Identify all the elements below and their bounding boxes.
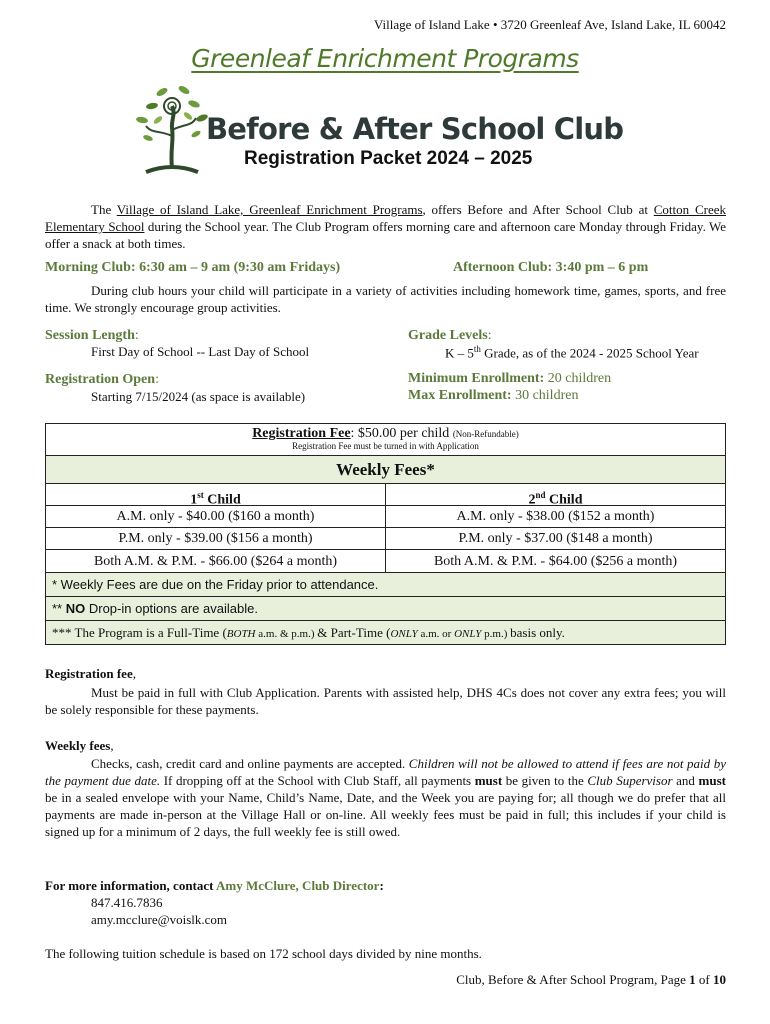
weekly-fees-body: Checks, cash, credit card and online payments are accepted. Children will not be allowed to attend if fees are not paid by the payment due date. If dropping off at the School with Club Staff, all payments must be given to the Club Supervisor and must be in a sealed envelope with your Name, Child’s Name, Date, and the Week you are paying for; all though we do prefer that all payments are made in-person at the Village Hall or on-line. All weekly fees must be paid in full; this includes if your child is signed up for a minimum of 2 days, the full weekly fee is still owed. <box>45 756 726 839</box>
weekly-fees-title: Weekly Fees* <box>46 455 725 483</box>
header-address: Village of Island Lake • 3720 Greenleaf Ave, Island Lake, IL 60042 <box>373 17 726 32</box>
intro-org-name: Village of Island Lake, Greenleaf Enrichment Programs <box>116 202 423 217</box>
fee-note-program-basis: *** The Program is a Full-Time (BOTH a.m. & p.m.) & Part-Time (ONLY a.m. or ONLY p.m.) basis only. <box>46 620 725 644</box>
tree-logo-icon <box>132 80 214 174</box>
both-first-child: Both A.M. & P.M. - $66.00 ($264 a month) <box>93 554 338 569</box>
grade-levels-colon: : <box>487 328 492 343</box>
org-title: Greenleaf Enrichment Programs <box>191 44 579 73</box>
session-length <box>45 327 139 344</box>
page-footer: Club, Before & After School Program, Page 1 of 10 <box>456 972 726 987</box>
am-only-first-child: A.M. only - $40.00 ($160 a month) <box>116 509 315 524</box>
registration-fee-heading: Registration fee, <box>45 666 136 681</box>
intro-paragraph <box>45 201 726 252</box>
minimum-enrollment <box>408 371 611 387</box>
max-enrollment-label: Max Enrollment: <box>408 388 512 403</box>
registration-fee-value: : $50.00 per child <box>350 426 453 441</box>
afternoon-club-hours: Afternoon Club: 3:40 pm – 6 pm <box>453 260 649 275</box>
first-child-header: 1st Child <box>190 490 241 508</box>
am-only-second-child: A.M. only - $38.00 ($152 a month) <box>385 506 725 527</box>
table-row <box>46 505 725 527</box>
contact-phone: 847.416.7836 <box>91 895 163 910</box>
registration-open <box>45 371 159 388</box>
minimum-enrollment-label: Minimum Enrollment: <box>408 371 545 386</box>
pm-only-first-child: P.M. only - $39.00 ($156 a month) <box>118 531 313 546</box>
registration-fee-body: Must be paid in full with Club Application. Parents with assisted help, DHS 4Cs does not cover any extra fees; you will be solely responsible for these payments. <box>45 685 726 717</box>
session-length-label: Session Length <box>45 328 135 343</box>
grade-year: Grade, as of the 2024 - 2025 School Year <box>480 345 699 361</box>
club-title: Before & After School Club <box>206 112 624 146</box>
morning-club-hours: Morning Club: 6:30 am – 9 am (9:30 am Fridays) <box>45 260 341 275</box>
contact-email: amy.mcclure@voislk.com <box>91 912 228 927</box>
intro-text: during the School year. The Club Program offers morning care and afternoon care Monday through Friday. We offer a snack at both times. <box>45 219 726 251</box>
grade-levels-label: Grade Levels <box>408 328 488 343</box>
weekly-fees-heading: Weekly fees, <box>45 738 114 753</box>
max-enrollment <box>408 388 578 404</box>
intro-text: The <box>91 202 117 217</box>
registration-open-label: Registration Open <box>45 372 156 387</box>
child-column-headers <box>46 483 725 508</box>
grade-levels-value <box>445 344 699 361</box>
registration-fee-note: (Non-Refundable) <box>452 429 519 439</box>
minimum-enrollment-value: 20 children <box>547 371 612 386</box>
grade-range: K – 5 <box>445 345 474 361</box>
session-length-value: First Day of School -- Last Day of School <box>91 344 310 359</box>
registration-fee-subnote: Registration Fee must be turned in with Application <box>292 441 479 451</box>
tuition-schedule-note: The following tuition schedule is based on 172 school days divided by nine months. <box>45 946 482 961</box>
fee-table <box>45 423 726 645</box>
table-row <box>46 527 725 549</box>
second-child-header: 2nd Child <box>385 484 725 505</box>
club-hours-description: During club hours your child will participate in a variety of activities including homework time, games, sports, and free time. We strongly encourage group activities. <box>45 283 726 315</box>
intro-text: , offers Before and After School Club at <box>422 202 654 217</box>
fee-note-drop-in: ** NO Drop-in options are available. <box>46 596 725 620</box>
registration-open-colon: : <box>155 372 159 387</box>
registration-open-value: Starting 7/15/2024 (as space is available) <box>91 389 306 404</box>
registration-fee-label: Registration Fee <box>252 426 351 441</box>
grade-superscript: th <box>473 344 481 354</box>
contact-heading: For more information, contact Amy McClure, Club Director: <box>45 878 384 893</box>
intro-school-name: Cotton Creek Elementary School <box>45 202 726 234</box>
pm-only-second-child: P.M. only - $37.00 ($148 a month) <box>385 528 725 549</box>
registration-fee-row <box>46 424 725 455</box>
max-enrollment-value: 30 children <box>515 388 579 403</box>
table-row <box>46 549 725 572</box>
session-length-colon: : <box>134 328 139 343</box>
packet-title: Registration Packet 2024 – 2025 <box>244 148 533 169</box>
grade-levels <box>408 327 492 344</box>
fee-note-due-date: * Weekly Fees are due on the Friday prior to attendance. <box>46 572 725 596</box>
both-second-child: Both A.M. & P.M. - $64.00 ($256 a month) <box>385 550 725 572</box>
